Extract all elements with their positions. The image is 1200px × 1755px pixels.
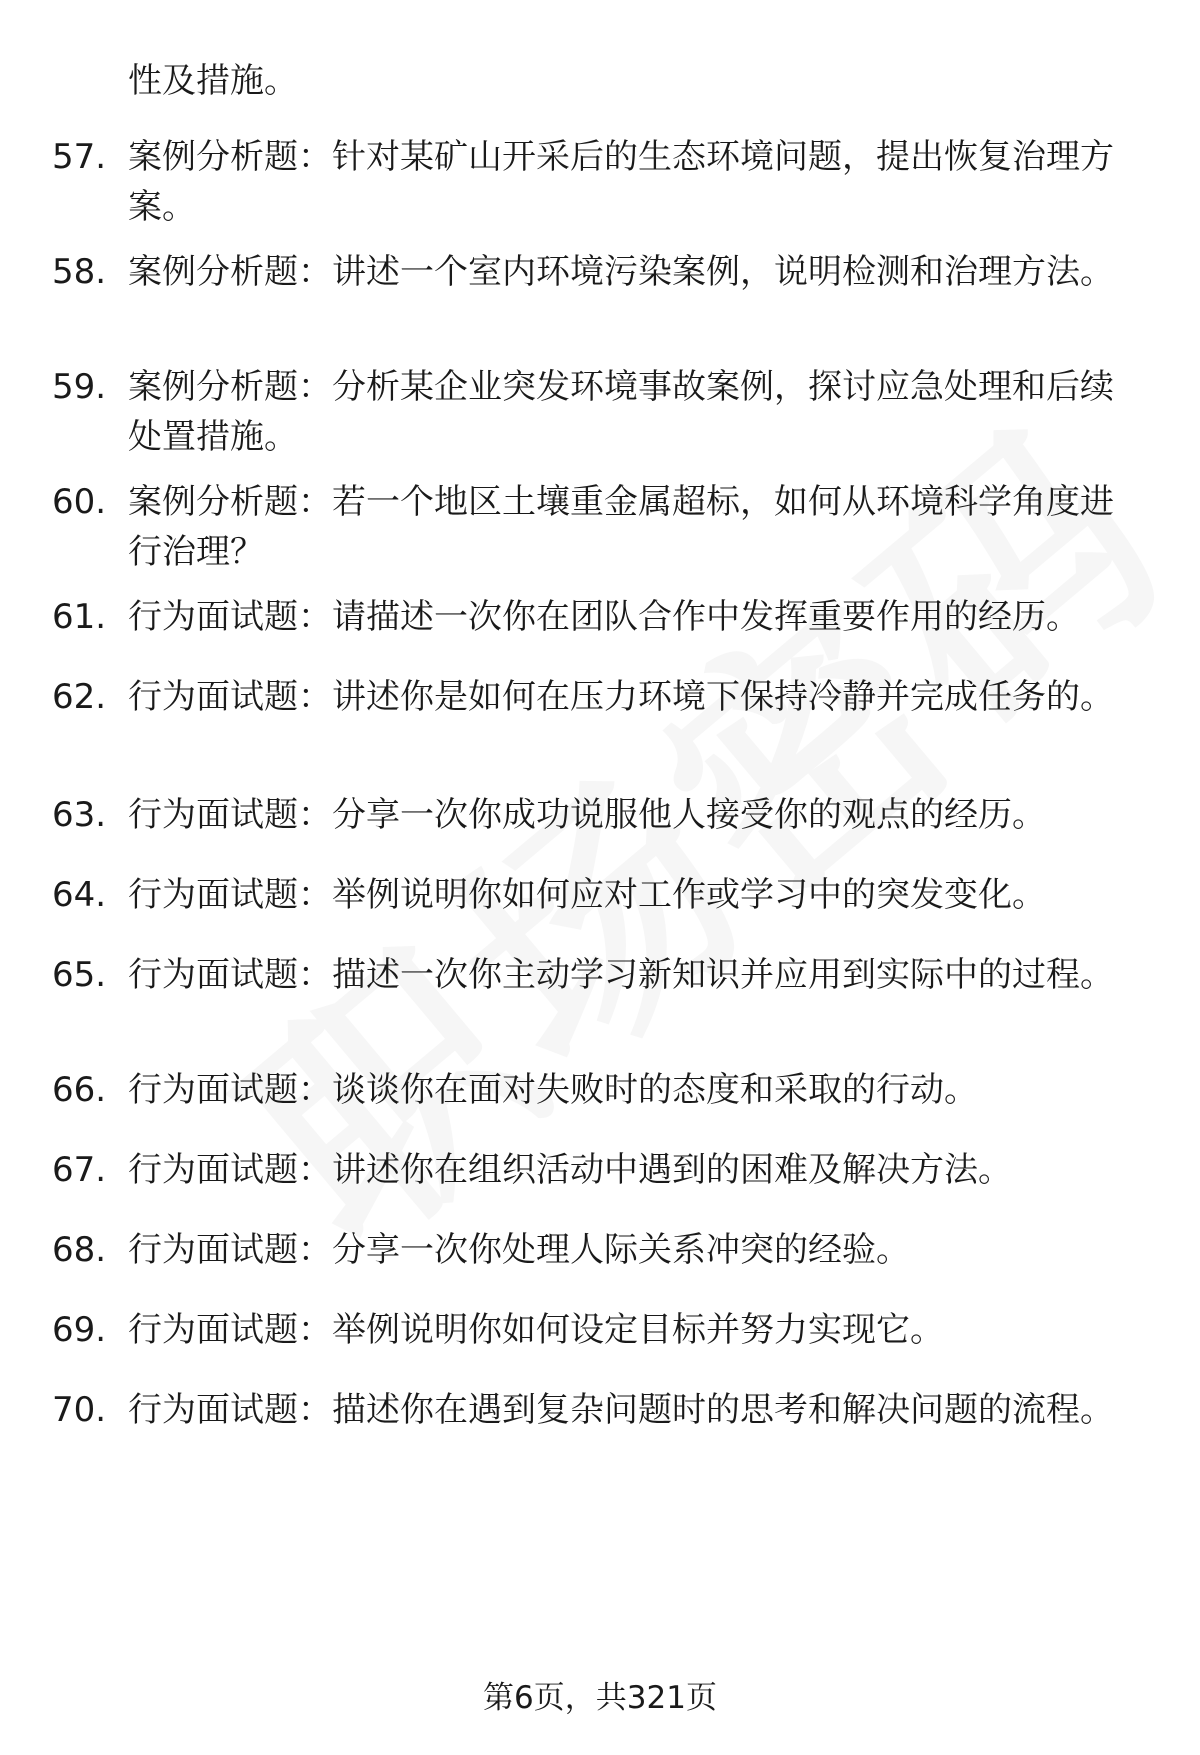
question-text: 行为面试题：描述一次你主动学习新知识并应用到实际中的过程。 bbox=[128, 955, 1114, 995]
question-text: 案例分析题：分析某企业突发环境事故案例，探讨应急处理和后续处置措施。 bbox=[128, 367, 1114, 457]
question-number: 65. bbox=[52, 955, 107, 995]
question-number: 64. bbox=[52, 875, 107, 915]
question-number: 61. bbox=[52, 597, 107, 637]
continuation-text: 性及措施。 bbox=[128, 61, 298, 101]
question-text: 行为面试题：讲述你在组织活动中遇到的困难及解决方法。 bbox=[128, 1150, 1012, 1190]
question-number: 59. bbox=[52, 367, 107, 407]
page-footer: 第6页，共321页 bbox=[483, 1680, 717, 1716]
question-number: 60. bbox=[52, 482, 107, 522]
question-text: 行为面试题：请描述一次你在团队合作中发挥重要作用的经历。 bbox=[128, 597, 1080, 637]
question-number: 69. bbox=[52, 1310, 107, 1350]
question-number: 66. bbox=[52, 1070, 107, 1110]
question-text: 行为面试题：讲述你是如何在压力环境下保持冷静并完成任务的。 bbox=[128, 677, 1114, 717]
question-text: 案例分析题：若一个地区土壤重金属超标，如何从环境科学角度进行治理？ bbox=[128, 482, 1114, 572]
question-text: 行为面试题：分享一次你处理人际关系冲突的经验。 bbox=[128, 1230, 910, 1270]
question-text: 案例分析题：讲述一个室内环境污染案例，说明检测和治理方法。 bbox=[128, 252, 1114, 292]
question-number: 62. bbox=[52, 677, 107, 717]
question-number: 70. bbox=[52, 1390, 107, 1430]
question-number: 58. bbox=[52, 252, 107, 292]
question-number: 67. bbox=[52, 1150, 107, 1190]
question-text: 行为面试题：谈谈你在面对失败时的态度和采取的行动。 bbox=[128, 1070, 978, 1110]
question-number: 68. bbox=[52, 1230, 107, 1270]
question-text: 案例分析题：针对某矿山开采后的生态环境问题，提出恢复治理方案。 bbox=[128, 137, 1114, 227]
question-number: 57. bbox=[52, 137, 107, 177]
question-text: 行为面试题：举例说明你如何应对工作或学习中的突发变化。 bbox=[128, 875, 1046, 915]
question-text: 行为面试题：举例说明你如何设定目标并努力实现它。 bbox=[128, 1310, 944, 1350]
question-number: 63. bbox=[52, 795, 107, 835]
question-text: 行为面试题：分享一次你成功说服他人接受你的观点的经历。 bbox=[128, 795, 1046, 835]
question-text: 行为面试题：描述你在遇到复杂问题时的思考和解决问题的流程。 bbox=[128, 1390, 1114, 1430]
